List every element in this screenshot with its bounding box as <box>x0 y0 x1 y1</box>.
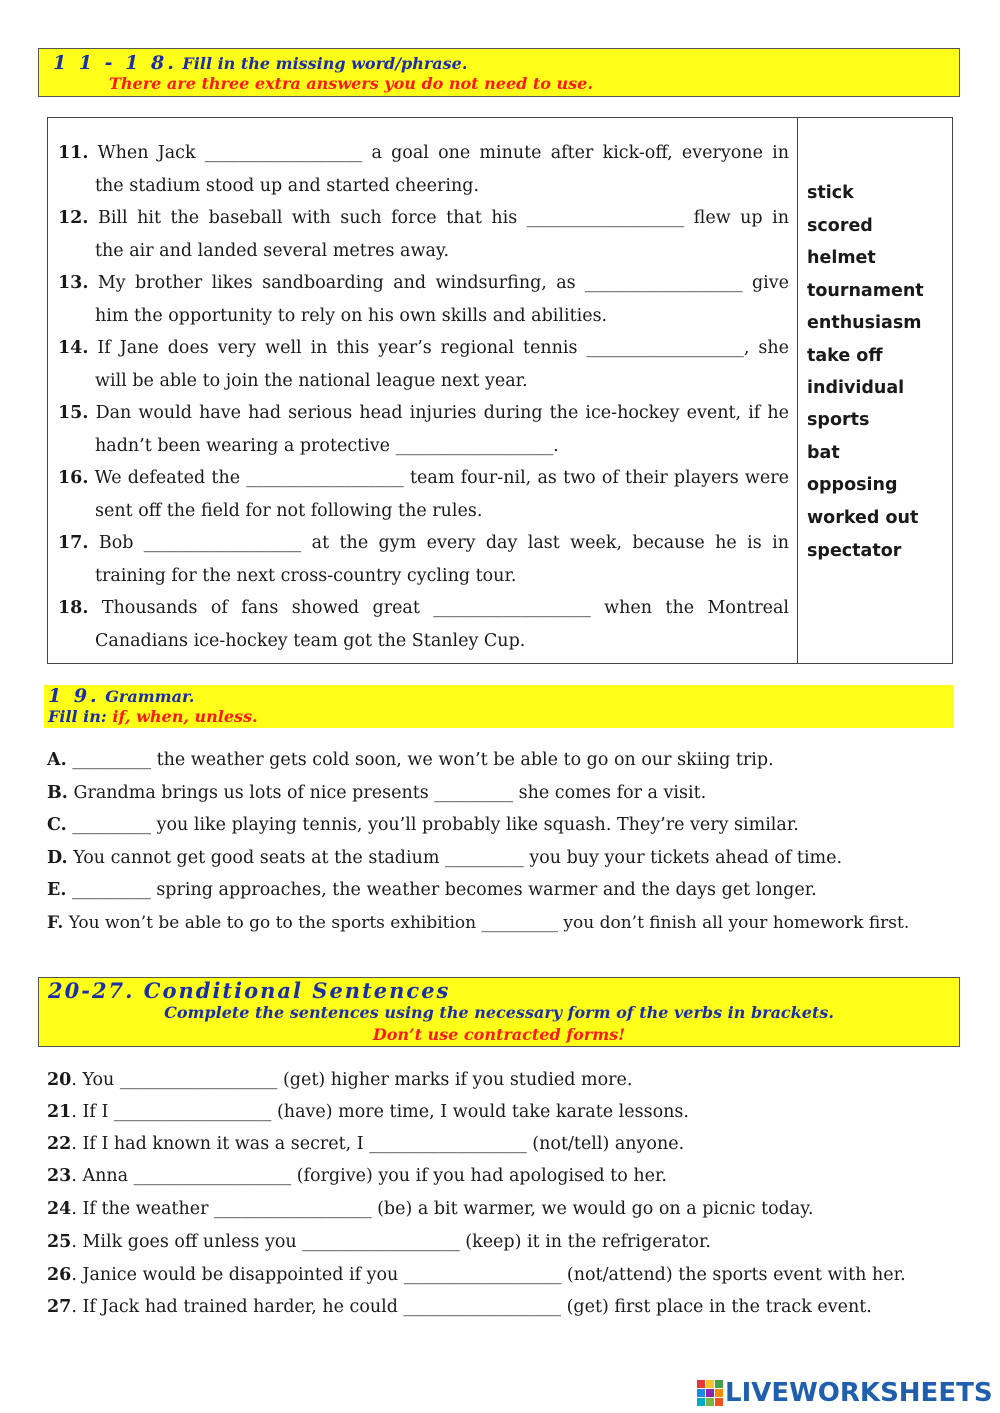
section-2-number: 1 9. <box>48 685 100 707</box>
section-1-exercise-table <box>47 117 953 664</box>
conditional-item-22 <box>47 1134 684 1154</box>
table-divider <box>797 118 798 663</box>
item-text: _________ the weather gets cold soon, we won’t be able to go on our skiing trip. <box>72 750 774 770</box>
item-number: 11. <box>58 143 89 163</box>
section-3-header <box>38 977 960 1047</box>
item-number: 14. <box>58 338 89 358</box>
item-letter: C. <box>47 815 67 835</box>
item-number: 17. <box>58 533 89 553</box>
item-number: 15. <box>58 403 89 423</box>
word-bank-item: individual <box>807 378 905 398</box>
item-text: Bob __________________ at the gym every day last week, because he is in <box>98 533 789 553</box>
exercise-item-16 <box>58 462 789 527</box>
section-3-subtitle: Complete the sentences using the necessary form of the verbs in brackets. <box>164 1003 834 1022</box>
item-text: We defeated the __________________ team four-nil, as two of their players were <box>94 468 789 488</box>
item-text: Dan would have had serious head injuries during the ice-hockey event, if he <box>95 403 789 423</box>
item-text: Grandma brings us lots of nice presents _________ she comes for a visit. <box>73 783 707 803</box>
section-1-title: Fill in the missing word/phrase. <box>182 54 468 73</box>
grammar-item-b <box>47 783 706 803</box>
section-2-instruction <box>48 707 258 726</box>
item-text: _________ you like playing tennis, you’ll probably like squash. They’re very similar. <box>72 815 799 835</box>
item-text: My brother likes sandboarding and windsurfing, as __________________ give <box>97 273 789 293</box>
item-number: 16. <box>58 468 89 488</box>
conditional-item-23 <box>47 1166 667 1186</box>
item-text: . If the weather __________________ (be) a bit warmer, we would go on a picnic today. <box>71 1199 814 1219</box>
item-text: Bill hit the baseball with such force that his __________________ flew up in <box>97 208 789 228</box>
word-bank-item: tournament <box>807 281 924 301</box>
fill-words: if, when, unless. <box>112 707 258 726</box>
word-bank-item: sports <box>807 410 870 430</box>
section-1-subtitle: There are three extra answers you do not need to use. <box>109 74 593 93</box>
section-1-header <box>38 48 960 97</box>
item-text: Thousands of fans showed great __________________ when the Montreal <box>101 598 789 618</box>
item-text: _________ spring approaches, the weather becomes warmer and the days get longer. <box>72 880 817 900</box>
word-bank-item: spectator <box>807 541 902 561</box>
conditional-item-26 <box>47 1265 906 1285</box>
exercise-item-12 <box>58 202 789 267</box>
item-text: You cannot get good seats at the stadium _________ you buy your tickets ahead of time. <box>73 848 843 868</box>
conditional-item-20 <box>47 1070 632 1090</box>
grammar-item-a <box>47 750 774 770</box>
item-text: When Jack __________________ a goal one minute after kick-off, everyone in <box>97 143 789 163</box>
conditional-item-24 <box>47 1199 813 1219</box>
section-2-title: Grammar. <box>105 687 195 706</box>
grammar-item-f <box>47 913 909 933</box>
item-text: . Anna __________________ (forgive) you if you had apologised to her. <box>71 1166 667 1186</box>
item-letter: B. <box>47 783 68 803</box>
section-1-title-line <box>53 52 467 74</box>
item-text: If Jane does very well in this year’s regional tennis __________________, she <box>97 338 789 358</box>
item-text: . Janice would be disappointed if you __________________ (not/attend) the sports event with her. <box>71 1265 906 1285</box>
grammar-item-e <box>47 880 817 900</box>
item-number: 21 <box>47 1102 72 1122</box>
item-letter: D. <box>47 848 68 868</box>
section-2-title-line <box>48 685 194 707</box>
item-letter: E. <box>47 880 67 900</box>
item-text: . If I __________________ (have) more time, I would take karate lessons. <box>71 1102 689 1122</box>
item-number: 27 <box>47 1297 72 1317</box>
item-text-continued: training for the next cross-country cycling tour. <box>95 565 517 586</box>
exercise-item-11 <box>58 137 789 202</box>
exercise-item-14 <box>58 332 789 397</box>
item-text: . If Jack had trained harder, he could __________________ (get) first place in the track event. <box>71 1297 872 1317</box>
item-number: 20 <box>47 1070 72 1090</box>
item-number: 18. <box>58 598 89 618</box>
section-2-header <box>44 685 954 728</box>
word-bank-item: bat <box>807 443 840 463</box>
item-number: 25 <box>47 1232 72 1252</box>
word-bank-item: helmet <box>807 248 876 268</box>
exercise-item-15 <box>58 397 789 462</box>
conditional-item-25 <box>47 1232 711 1252</box>
item-text: You won’t be able to go to the sports exhibition _________ you don’t finish all your homework first. <box>68 913 910 933</box>
word-bank-item: take off <box>807 346 883 366</box>
item-number: 22 <box>47 1134 72 1154</box>
section-3-note: Don’t use contracted forms! <box>372 1025 626 1044</box>
word-bank-item: stick <box>807 183 854 203</box>
grammar-item-c <box>47 815 799 835</box>
exercise-item-13 <box>58 267 789 332</box>
word-bank-item: opposing <box>807 475 898 495</box>
liveworksheets-logo[interactable] <box>697 1378 993 1408</box>
liveworksheets-icon <box>697 1380 723 1406</box>
word-bank-item: enthusiasm <box>807 313 922 333</box>
fill-label: Fill in: <box>48 707 107 726</box>
item-text: . If I had known it was a secret, I __________________ (not/tell) anyone. <box>71 1134 685 1154</box>
item-number: 23 <box>47 1166 72 1186</box>
item-number: 24 <box>47 1199 72 1219</box>
item-letter: A. <box>47 750 67 770</box>
item-letter: F. <box>47 913 64 933</box>
logo-text: LIVEWORKSHEETS <box>725 1378 993 1408</box>
conditional-item-21 <box>47 1102 689 1122</box>
item-number: 13. <box>58 273 89 293</box>
item-text-continued: him the opportunity to rely on his own skills and abilities. <box>95 305 608 326</box>
item-text-continued: the air and landed several metres away. <box>95 240 450 261</box>
item-text-continued: hadn’t been wearing a protective __________________. <box>95 435 559 456</box>
item-text-continued: will be able to join the national league next year. <box>95 370 528 391</box>
item-text: . Milk goes off unless you __________________ (keep) it in the refrigerator. <box>71 1232 711 1252</box>
grammar-item-d <box>47 848 842 868</box>
section-3-title: 20-27. Conditional Sentences <box>48 978 451 1003</box>
word-bank-item: worked out <box>807 508 919 528</box>
item-text-continued: sent off the field for not following the rules. <box>95 500 483 521</box>
word-bank-item: scored <box>807 216 873 236</box>
item-text: . You __________________ (get) higher marks if you studied more. <box>71 1070 633 1090</box>
item-text-continued: the stadium stood up and started cheering. <box>95 175 480 196</box>
item-number: 26 <box>47 1265 72 1285</box>
exercise-item-18 <box>58 592 789 657</box>
exercise-item-17 <box>58 527 789 592</box>
section-1-number: 1 1 - 1 8. <box>53 52 177 74</box>
item-number: 12. <box>58 208 89 228</box>
item-text-continued: Canadians ice-hockey team got the Stanley Cup. <box>95 630 526 651</box>
conditional-item-27 <box>47 1297 872 1317</box>
